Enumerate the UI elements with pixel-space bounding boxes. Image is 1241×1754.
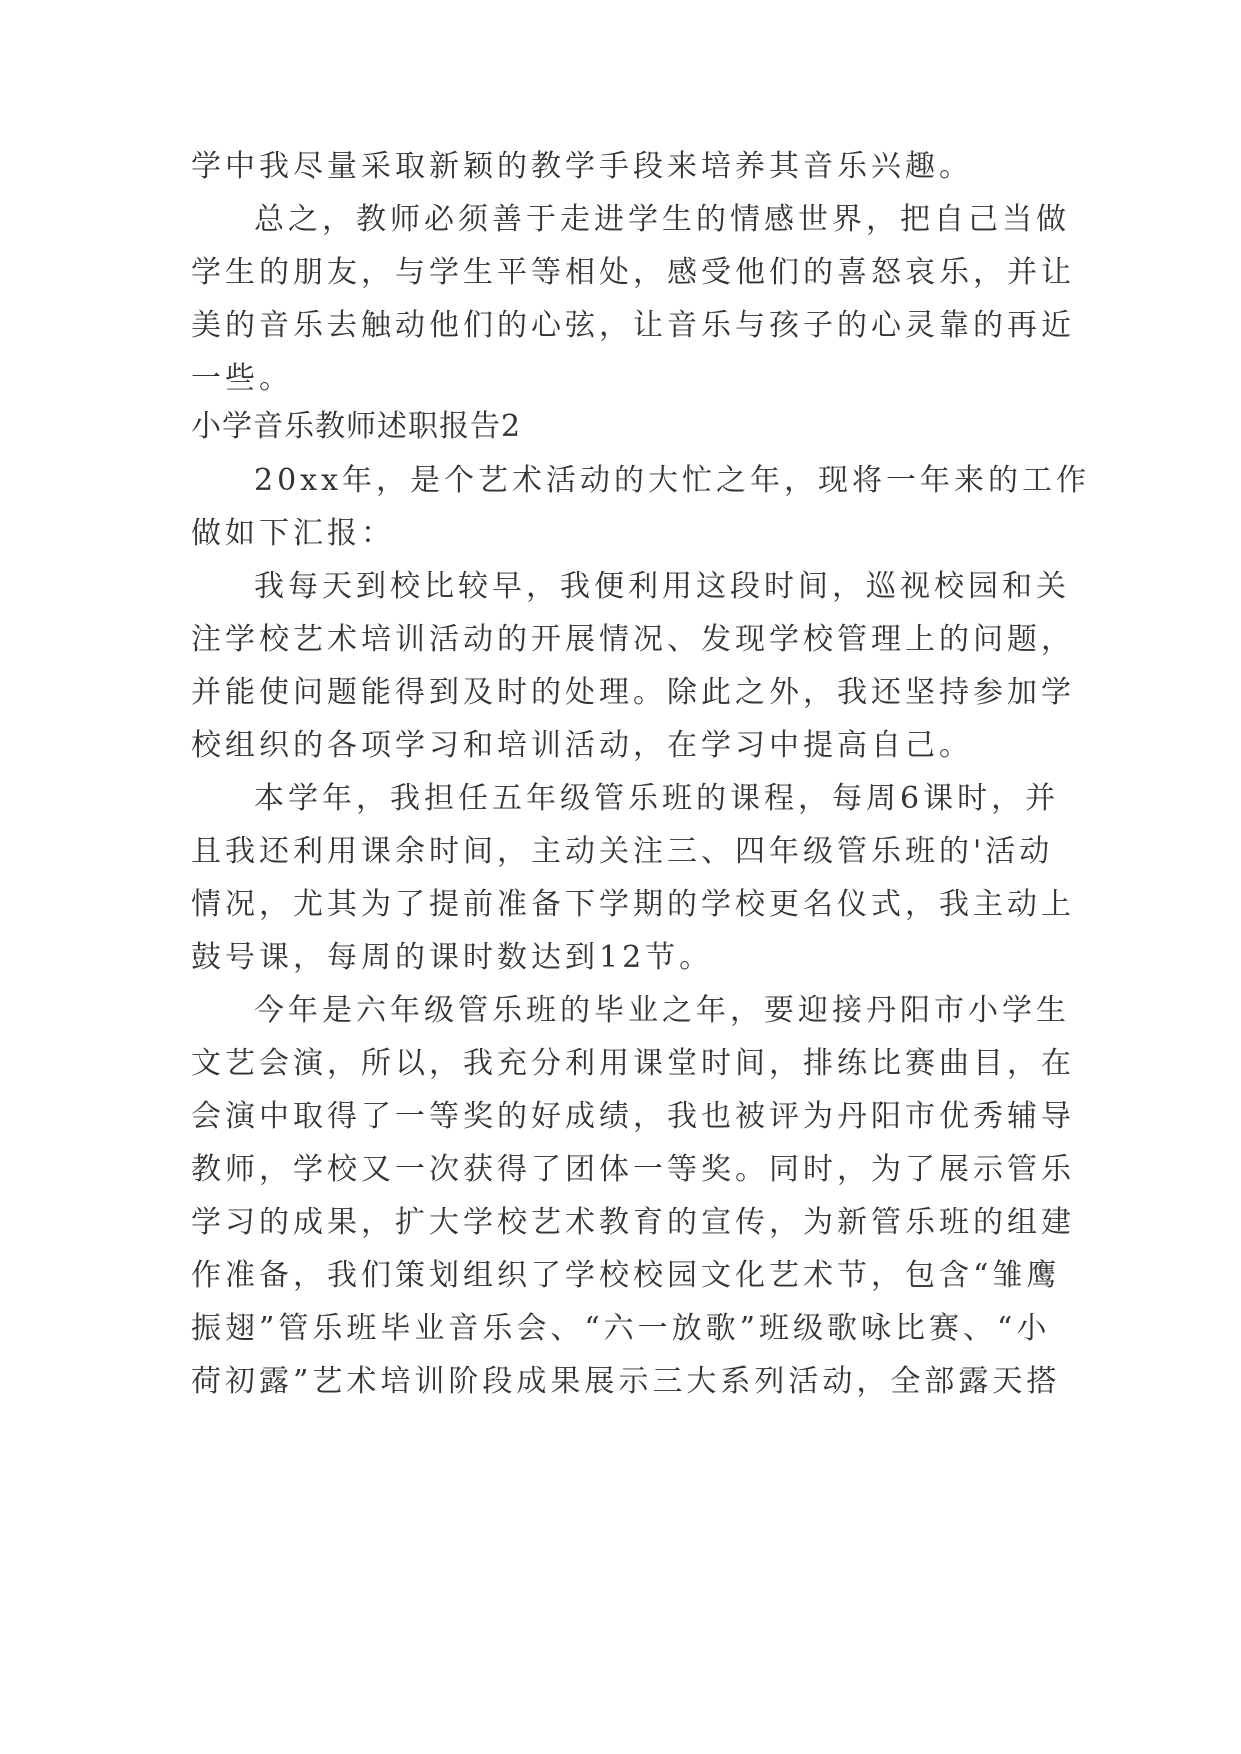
text-line: 学生的朋友，与学生平等相处，感受他们的喜怒哀乐，并让 bbox=[191, 255, 1075, 290]
section-heading: 小学音乐教师述职报告2 bbox=[191, 409, 522, 444]
text-line: 并能使问题能得到及时的处理。除此之外，我还坚持参加学 bbox=[191, 675, 1075, 710]
text-line: 做如下汇报： bbox=[191, 516, 395, 551]
text-line: 振翅”管乐班毕业音乐会、“六一放歌”班级歌咏比赛、“小 bbox=[191, 1311, 1051, 1346]
text-line: 作准备，我们策划组织了学校校园文化艺术节，包含“雏鹰 bbox=[191, 1258, 1061, 1293]
text-line: 总之，教师必须善于走进学生的情感世界，把自己当做 bbox=[254, 202, 1070, 237]
text-line: 一些。 bbox=[191, 361, 293, 396]
text-line: 鼓号课，每周的课时数达到12节。 bbox=[191, 940, 714, 975]
text-line: 20xx年，是个艺术活动的大忙之年，现将一年来的工作 bbox=[254, 463, 1091, 498]
text-line: 文艺会演，所以，我充分利用课堂时间，排练比赛曲目，在 bbox=[191, 1046, 1075, 1081]
text-line: 校组织的各项学习和培训活动，在学习中提高自己。 bbox=[191, 728, 973, 763]
text-line: 学中我尽量采取新颖的教学手段来培养其音乐兴趣。 bbox=[191, 149, 973, 184]
text-line: 荷初露”艺术培训阶段成果展示三大系列活动，全部露天搭 bbox=[191, 1364, 1061, 1399]
text-line: 且我还利用课余时间，主动关注三、四年级管乐班的'活动 bbox=[191, 834, 1054, 869]
text-line: 会演中取得了一等奖的好成绩，我也被评为丹阳市优秀辅导 bbox=[191, 1099, 1075, 1134]
text-line: 注学校艺术培训活动的开展情况、发现学校管理上的问题， bbox=[191, 622, 1075, 657]
text-line: 美的音乐去触动他们的心弦，让音乐与孩子的心灵靠的再近 bbox=[191, 308, 1075, 343]
text-line: 我每天到校比较早，我便利用这段时间，巡视校园和关 bbox=[254, 569, 1070, 604]
text-line: 今年是六年级管乐班的毕业之年，要迎接丹阳市小学生 bbox=[254, 993, 1070, 1028]
text-line: 情况，尤其为了提前准备下学期的学校更名仪式，我主动上 bbox=[191, 887, 1075, 922]
text-line: 教师，学校又一次获得了团体一等奖。同时，为了展示管乐 bbox=[191, 1152, 1075, 1187]
text-line: 本学年，我担任五年级管乐班的课程，每周6课时，并 bbox=[254, 781, 1060, 816]
text-line: 学习的成果，扩大学校艺术教育的宣传，为新管乐班的组建 bbox=[191, 1205, 1075, 1240]
